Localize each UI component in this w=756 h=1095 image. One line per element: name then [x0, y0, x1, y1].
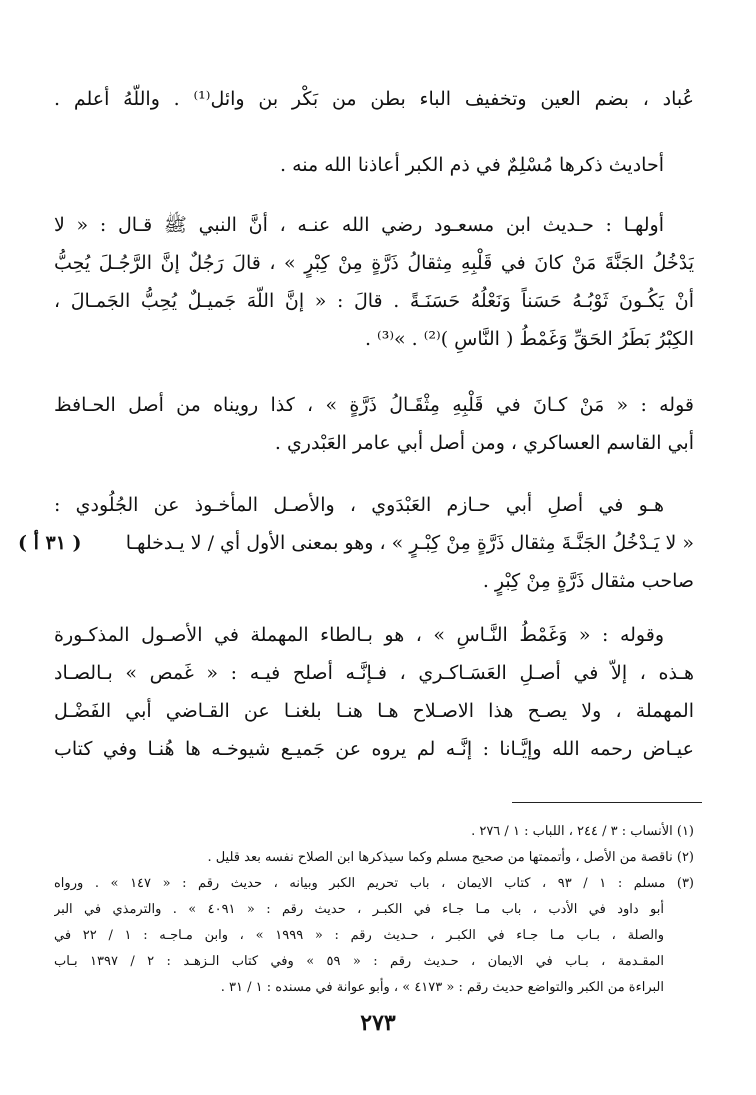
body-line: هـو في أصلِ أبي حـازم العَبْدَوي ، والأصـل المأخـوذ عن الجُلُودي : [54, 494, 664, 516]
body-line: وقوله : « وَغَمْطُ النَّـاسِ » ، هو بـالطاء المهملة في الأصـول المذكـورة [54, 624, 664, 646]
body-line: قوله : « مَنْ كـانَ في قَلْبِهِ مِثْقَـالُ ذَرَّةٍ » ، كذا رويناه من أصل الحـافظ [54, 394, 694, 416]
body-line: أنْ يَكُـونَ ثَوْبُـهُ حَسَناً وَنَعْلُهُ حَسَنَـةً . قالَ : « إنَّ اللّهَ جَميـلٌ يُحِبُّ الجَمـالَ ، [54, 290, 694, 312]
footnote-continuation: المقـدمة ، بـاب في الايمان ، حـديث رقم : « ٥٩ » وفي كتاب الـزهـد : ٢ / ١٣٩٧ بـاب [54, 954, 664, 969]
body-line: يَدْخُلُ الجَنَّةَ مَنْ كانَ في قَلْبِهِ مِثقالُ ذَرَّةٍ مِنْ كِبْرٍ » ، قالَ رَجُلٌ إنَّ الرَّجُـلَ يُحِبُّ [54, 252, 694, 274]
footnote: (٢) ناقصة من الأصل ، وأتممتها من صحيح مسلم وكما سيذكرها ابن الصلاح نفسه بعد قليل . [207, 850, 694, 865]
body-line: صاحب مثقال ذَرَّةٍ مِنْ كِبْرٍ . [482, 570, 694, 592]
footnote: (٣) مسلم : ١ / ٩٣ ، كتاب الايمان ، باب تحريم الكبر وبيانه ، حديث رقم : « ١٤٧ » . ورواه [54, 876, 694, 891]
footnote-continuation: أبو داود في الأدب ، باب مـا جـاء في الكبـر ، حديث رقم : « ٤٠٩١ » . والترمذي في البر [54, 902, 664, 917]
body-line: الكِبْرُ بَطَرُ الحَقِّ وَغَمْطُ ( النَّاسِ )⁽²⁾ . »⁽³⁾ . [364, 328, 694, 350]
body-line: عيـاض رحمه الله وإيَّـانا : إنَّـه لم يروه عن جَميـع شيوخـه ها هُنـا وفي كتاب [54, 738, 694, 760]
body-line: هـذه ، إلاّ في أصـلِ العَسَـاكـري ، فـإنَّـه أصلح فيـه : « غَمص » بـالصـاد [54, 662, 694, 684]
footnote: (١) الأنساب : ٣ / ٢٤٤ ، اللباب : ١ / ٢٧٦ . [471, 824, 694, 839]
body-line: المهملة ، ولا يصـح هذا الاصـلاح هـا هنـا بلغنـا عن القـاضي أبي الفَضْـل [54, 700, 694, 722]
footnote-continuation: والصلة ، بـاب مـا جـاء في الكبـر ، حـديث رقم : « ١٩٩٩ » ، وابن مـاجـه : ١ / ٢٢ في [54, 928, 664, 943]
body-line: عُباد ، بضم العين وتخفيف الباء بطن من بَكْر بن وائل⁽¹⁾ . واللّهُ أعلم . [54, 88, 694, 110]
section-heading: أحاديث ذكرها مُسْلِمٌ في ذم الكبر أعاذنا الله منه . [280, 154, 664, 176]
body-line: « لا يَـدْخُلُ الجَنَّـةَ مِثقال ذَرَّةٍ مِنْ كِبْـرٍ » ، وهو بمعنى الأول أي / لا يـدخلهـا [126, 532, 694, 554]
body-line: أبي القاسم العساكري ، ومن أصل أبي عامر العَبْدري . [274, 432, 694, 454]
footnote-continuation: البراءة من الكبر والتواضع حديث رقم : « ٤١٧٣ » ، وأبو عوانة في مسنده : ١ / ٣١ . [220, 980, 664, 995]
page-number: ٢٧٣ [360, 1010, 396, 1036]
body-line: أولهـا : حـديث ابن مسعـود رضي الله عنـه ، أنَّ النبي ﷺ قـال : « لا [54, 214, 664, 236]
margin-folio-note: ( ٣١ أ ) [18, 532, 82, 554]
